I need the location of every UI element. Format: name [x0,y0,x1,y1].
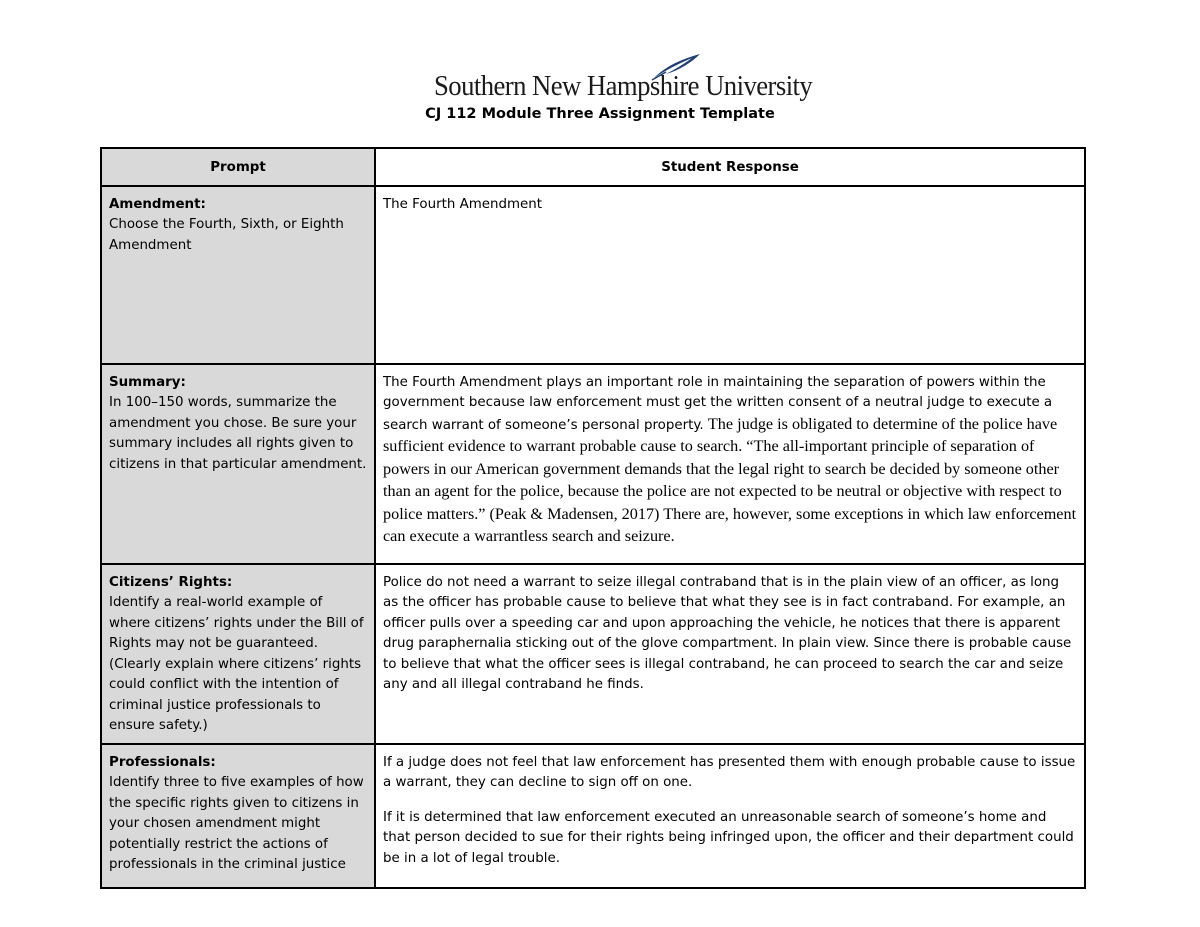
prompt-label: Summary: [109,374,186,390]
prompt-cell [101,364,375,564]
quill-icon [644,52,704,82]
table-row [101,364,1085,564]
prompt-cell [101,744,375,888]
prompt-cell [101,564,375,744]
response-text: The Fourth Amendment plays an important role in maintaining the separation of powers within the government because law enforcement must get the written consent of a neutral judge to execute a search warrant of someone’s personal property. [383,374,1053,433]
response-cell [375,744,1085,888]
response-cell [375,364,1085,564]
response-text-serif: The judge is obligated to determine of the police have sufficient evidence to warrant probable cause to search. “The all-important principle of separation of powers in our American government demands that the legal right to search be decided by someone other than an agent for the police, because the police are not expected to be neutral or objective with respect to police matters.” (Peak & Madensen, 2017) There are, however, some exceptions in which law enforcement can execute a warrantless search and seizure. [383,414,1077,545]
table-row [101,564,1085,744]
response-paragraph: If a judge does not feel that law enforcement has presented them with enough probable cause to issue a warrant, they can decline to sign off on one. [383,754,1076,790]
response-paragraph: If it is determined that law enforcement executed an unreasonable search of someone’s home and that person decided to sue for their rights being infringed upon, the officer and their department could be in a lot of legal trouble. [383,809,1074,866]
prompt-text: Identify a real-world example of where citizens’ rights under the Bill of Rights may not be guaranteed. (Clearly explain where citizens’ rights could conflict with the intention of criminal justice professionals to ensure safety.) [109,595,364,733]
table-row [101,744,1085,888]
column-header-response: Student Response [375,148,1085,186]
prompt-text: In 100–150 words, summarize the amendment you chose. Be sure your summary includes all rights given to citizens in that particular amendment. [109,395,367,472]
response-cell [375,564,1085,744]
response-text: Police do not need a warrant to seize illegal contraband that is in the plain view of an officer, as long as the officer has probable cause to believe that what they see is in fact contraband. For example, an officer pulls over a speeding car and upon approaching the vehicle, he notices that there is apparent drug paraphernalia sticking out of the glove compartment. In plain view. Since there is probable cause to believe that what the officer sees is illegal contraband, he can proceed to search the car and seize any and all illegal contraband he finds. [383,574,1072,692]
table-row [101,186,1085,364]
assignment-table [100,147,1086,889]
university-logo [434,52,813,106]
prompt-label: Citizens’ Rights: [109,574,233,590]
prompt-cell [101,186,375,364]
document-title: CJ 112 Module Three Assignment Template [425,106,775,122]
prompt-text: Identify three to five examples of how the specific rights given to citizens in your chosen amendment might potentially restrict the actions of professionals in the criminal justice [109,775,364,872]
response-text: The Fourth Amendment [383,196,543,212]
table-header-row [101,148,1085,186]
prompt-label: Amendment: [109,196,206,212]
prompt-label: Professionals: [109,754,216,770]
prompt-text: Choose the Fourth, Sixth, or Eighth Amendment [109,217,344,253]
column-header-prompt: Prompt [101,148,375,186]
university-name: Southern New Hampshire University [434,70,813,102]
response-cell [375,186,1085,364]
